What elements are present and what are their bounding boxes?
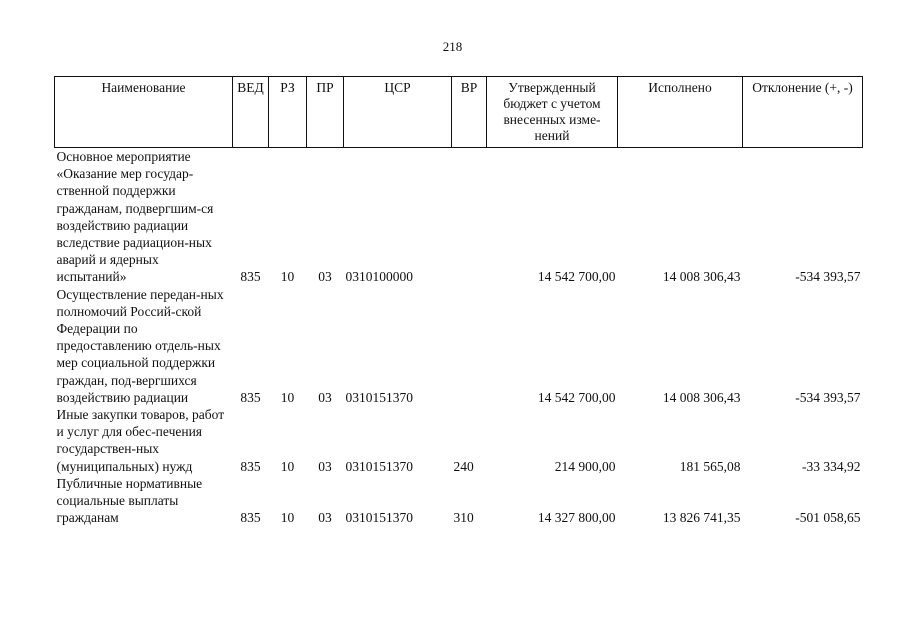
row-name: Основное мероприятие «Оказание мер государ-ственной поддержки гражданам, подвергшим-ся воздействию радиации вследствие радиацион-ных аварий и ядерных испытаний»	[56, 149, 214, 285]
row-approved: 14 542 700,00	[537, 389, 616, 405]
row-approved: 214 900,00	[554, 458, 616, 474]
row-rz: 10	[280, 510, 295, 526]
table-row	[55, 286, 863, 406]
page-number: 218	[442, 39, 463, 54]
header-rz: РЗ	[269, 77, 307, 148]
row-deviation: -501 058,65	[795, 510, 861, 526]
table-row	[55, 148, 863, 286]
header-row	[55, 77, 863, 148]
row-csr: 0310151370	[345, 389, 413, 405]
row-executed: 13 826 741,35	[662, 510, 741, 526]
header-csr: ЦСР	[344, 77, 452, 148]
table-row	[55, 406, 863, 475]
row-vr	[452, 286, 487, 406]
row-pr: 03	[318, 458, 332, 474]
row-csr: 0310151370	[345, 510, 413, 526]
row-name: Иные закупки товаров, работ и услуг для обес-печения государствен-ных (муниципальных) нужд	[56, 407, 225, 474]
row-name: Осуществление передан-ных полномочий Россий-ской Федерации по предоставлению отдель-ных мер социальной поддержки граждан, под-вергшихся воздействию радиации	[56, 286, 224, 405]
header-deviation: Отклонение (+, -)	[743, 77, 863, 148]
row-ved: 835	[240, 389, 261, 405]
row-ved: 835	[240, 458, 261, 474]
row-rz: 10	[280, 389, 295, 405]
table-row	[55, 475, 863, 527]
row-vr: 310	[453, 510, 474, 526]
header-executed: Исполнено	[618, 77, 743, 148]
row-pr: 03	[318, 389, 332, 405]
row-approved: 14 542 700,00	[537, 269, 616, 285]
row-pr: 03	[318, 510, 332, 526]
header-pr: ПР	[307, 77, 344, 148]
row-executed: 14 008 306,43	[662, 269, 741, 285]
row-csr: 0310100000	[345, 269, 413, 285]
row-deviation: -534 393,57	[795, 389, 861, 405]
row-pr: 03	[318, 269, 332, 285]
row-name: Публичные нормативные социальные выплаты гражданам	[56, 475, 203, 526]
row-executed: 181 565,08	[679, 458, 741, 474]
row-ved: 835	[240, 510, 261, 526]
row-approved: 14 327 800,00	[537, 510, 616, 526]
header-approved-budget: Утвержденный бюджет с учетом внесенных изме-нений	[487, 77, 618, 148]
row-deviation: -534 393,57	[795, 269, 861, 285]
row-deviation: -33 334,92	[802, 458, 861, 474]
row-executed: 14 008 306,43	[662, 389, 741, 405]
header-vr: ВР	[452, 77, 487, 148]
row-csr: 0310151370	[345, 458, 413, 474]
header-ved: ВЕД	[233, 77, 269, 148]
row-ved: 835	[240, 269, 261, 285]
row-rz: 10	[280, 269, 295, 285]
row-vr	[452, 148, 487, 286]
row-vr: 240	[453, 458, 474, 474]
header-name: Наименование	[55, 77, 233, 148]
budget-table	[54, 76, 863, 526]
row-rz: 10	[280, 458, 295, 474]
